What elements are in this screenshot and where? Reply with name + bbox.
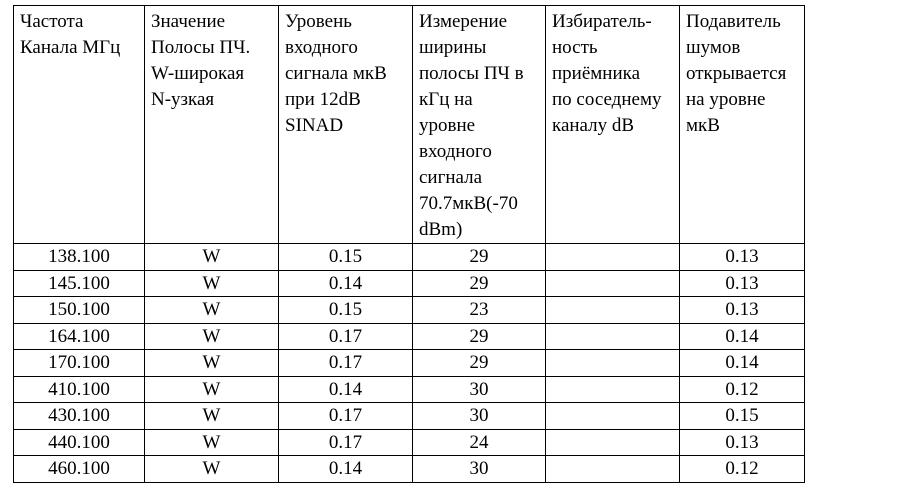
cell-frequency: 430.100 xyxy=(14,403,145,430)
cell-if-bandwidth: 29 xyxy=(413,270,546,297)
cell-if-bandwidth: 30 xyxy=(413,376,546,403)
cell-selectivity xyxy=(546,403,680,430)
cell-frequency: 440.100 xyxy=(14,429,145,456)
header-selectivity: Избиратель- ность приёмника по соседнему каналу dB xyxy=(546,6,680,244)
cell-if-band: W xyxy=(145,323,279,350)
cell-squelch: 0.13 xyxy=(680,244,805,271)
cell-if-band: W xyxy=(145,297,279,324)
cell-input-level: 0.15 xyxy=(279,244,413,271)
cell-if-bandwidth: 29 xyxy=(413,244,546,271)
header-if-band: Значение Полосы ПЧ. W-широкая N-узкая xyxy=(145,6,279,244)
cell-selectivity xyxy=(546,297,680,324)
receiver-measurements-table xyxy=(13,5,805,483)
cell-frequency: 410.100 xyxy=(14,376,145,403)
cell-if-band: W xyxy=(145,350,279,377)
cell-input-level: 0.14 xyxy=(279,270,413,297)
cell-if-band: W xyxy=(145,376,279,403)
cell-squelch: 0.13 xyxy=(680,429,805,456)
cell-input-level: 0.17 xyxy=(279,350,413,377)
cell-if-bandwidth: 23 xyxy=(413,297,546,324)
cell-if-band: W xyxy=(145,270,279,297)
cell-frequency: 150.100 xyxy=(14,297,145,324)
cell-frequency: 145.100 xyxy=(14,270,145,297)
table-row xyxy=(14,297,805,324)
cell-input-level: 0.14 xyxy=(279,376,413,403)
cell-if-bandwidth: 29 xyxy=(413,323,546,350)
header-input-level: Уровень входного сигнала мкВ при 12dB SINAD xyxy=(279,6,413,244)
cell-if-band: W xyxy=(145,244,279,271)
cell-if-band: W xyxy=(145,456,279,483)
cell-input-level: 0.17 xyxy=(279,403,413,430)
cell-input-level: 0.15 xyxy=(279,297,413,324)
cell-input-level: 0.14 xyxy=(279,456,413,483)
cell-squelch: 0.14 xyxy=(680,350,805,377)
cell-selectivity xyxy=(546,270,680,297)
table-row xyxy=(14,429,805,456)
table-row xyxy=(14,270,805,297)
cell-squelch: 0.12 xyxy=(680,456,805,483)
cell-selectivity xyxy=(546,244,680,271)
cell-selectivity xyxy=(546,376,680,403)
table-row xyxy=(14,403,805,430)
cell-squelch: 0.15 xyxy=(680,403,805,430)
cell-if-band: W xyxy=(145,403,279,430)
table-row xyxy=(14,244,805,271)
table-row xyxy=(14,323,805,350)
cell-squelch: 0.14 xyxy=(680,323,805,350)
cell-if-bandwidth: 29 xyxy=(413,350,546,377)
header-if-bandwidth: Измерение ширины полосы ПЧ в кГц на уровне входного сигнала 70.7мкВ(-70 dBm) xyxy=(413,6,546,244)
cell-squelch: 0.12 xyxy=(680,376,805,403)
cell-if-bandwidth: 30 xyxy=(413,456,546,483)
cell-selectivity xyxy=(546,350,680,377)
table-row xyxy=(14,456,805,483)
header-frequency: Частота Канала МГц xyxy=(14,6,145,244)
cell-selectivity xyxy=(546,456,680,483)
cell-frequency: 170.100 xyxy=(14,350,145,377)
header-squelch: Подавитель шумов открывается на уровне мкВ xyxy=(680,6,805,244)
table-header-row xyxy=(14,6,805,244)
cell-if-bandwidth: 30 xyxy=(413,403,546,430)
cell-frequency: 138.100 xyxy=(14,244,145,271)
table-row xyxy=(14,350,805,377)
cell-squelch: 0.13 xyxy=(680,297,805,324)
cell-squelch: 0.13 xyxy=(680,270,805,297)
cell-input-level: 0.17 xyxy=(279,323,413,350)
cell-selectivity xyxy=(546,429,680,456)
cell-selectivity xyxy=(546,323,680,350)
cell-frequency: 460.100 xyxy=(14,456,145,483)
cell-input-level: 0.17 xyxy=(279,429,413,456)
cell-if-band: W xyxy=(145,429,279,456)
table-row xyxy=(14,376,805,403)
cell-if-bandwidth: 24 xyxy=(413,429,546,456)
cell-frequency: 164.100 xyxy=(14,323,145,350)
